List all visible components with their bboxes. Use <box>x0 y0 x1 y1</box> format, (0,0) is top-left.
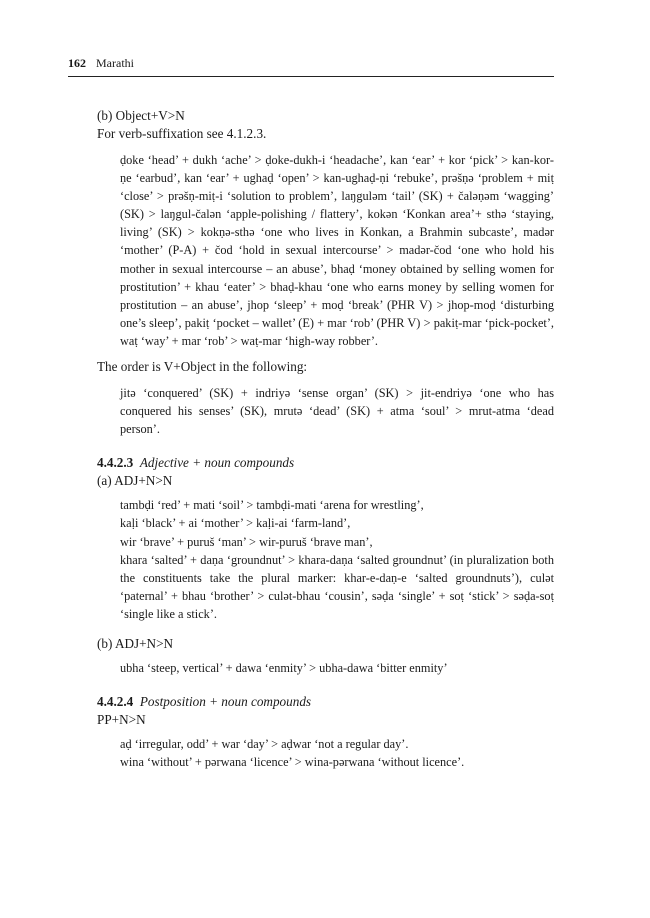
section-number: 4.4.2.3 <box>97 455 134 471</box>
example-line: wina ‘without’ + pərwana ‘licence’ > wina-pərwana ‘without licence’. <box>120 755 465 770</box>
page-number: 162 <box>68 56 86 70</box>
v-object-examples <box>120 384 554 438</box>
object-v-n-heading: (b) Object+V>N <box>97 108 185 123</box>
adj-noun-subheading-b: (b) ADJ+N>N <box>97 635 174 651</box>
example-line: khara ‘salted’ + daṇa ‘groundnut’ > khara-daṇa ‘salted groundnut’ (in pluralization both the constituents take the plural marker: khar-e-daṇ-e ‘salted groundnuts’), culət ‘paternal’ + bhau ‘brother’ > culət-bhau ‘cousin’, səḍa ‘single’ + soṭ ‘stick’ > səḍa-soṭ ‘single like a stick’. <box>120 552 554 621</box>
example-paragraph: jitə ‘conquered’ (SK) + indriyə ‘sense organ’ (SK) > jit-endriyə ‘one who has conquered his senses’ (SK), mrutə ‘dead’ (SK) + atma ‘soul’ > mrut-atma ‘dead person’. <box>120 386 554 437</box>
example-line: aḍ ‘irregular, odd’ + war ‘day’ > aḍwar ‘not a regular day’. <box>120 737 409 752</box>
object-v-n-examples <box>120 151 554 350</box>
example-line: tambḍi ‘red’ + mati ‘soil’ > tambḍi-mati ‘arena for wrestling’, <box>120 498 424 513</box>
running-title: Marathi <box>96 56 134 70</box>
example-line: kaḷi ‘black’ + ai ‘mother’ > kaḷi-ai ‘farm-land’, <box>120 516 351 531</box>
running-header <box>68 56 554 77</box>
section-heading-4-4-2-3 <box>97 454 554 472</box>
adj-noun-examples-a <box>120 496 554 623</box>
verb-suffixation-note: For verb-suffixation see 4.1.2.3. <box>97 126 267 141</box>
v-object-intro: The order is V+Object in the following: <box>97 359 308 375</box>
section-number: 4.4.2.4 <box>97 694 134 710</box>
example-paragraph: ḍoke ‘head’ + dukh ‘ache’ > ḍoke-dukh-i ‘headache’, kan ‘ear’ + kor ‘pick’ > kan-kor-ṇe ‘earbud’, kan ‘ear’ + ughaḍ ‘open’ > kan-ughaḍ-ṇi ‘rebuke’, prəšṇə ‘problem + miṭ ‘close’ > prəšṇ-miṭ-i ‘solution to problem’, laŋguləm ‘tail’ (SK) + čaləṇəm ‘wagging’ (SK) > laŋgul-čalən ‘apple-polishing / flattery’, kokən ‘Konkan area’+ sthə ‘staying, living’ (SK) > kokṇə-sthə ‘one who lives in Konkan, a Brahmin subcaste’, madər ‘mother’ (P-A) + čod ‘hold in sexual intercourse’ > madər-čod ‘one who hold his mother in sexual intercourse – an abuse’, bhaḍ ‘money obtained by selling women for prostitution’ + khau ‘eater’ > bhaḍ-khau ‘one who earns money by selling women for prostitution – an abuse’, jhop ‘sleep’ + moḍ ‘break’ (PHR V) > jhop-moḍ ‘disturbing one’s sleep’, pakiṭ ‘pocket – wallet’ (E) + mar ‘rob’ (PHR V) > pakiṭ-mar ‘pick-pocket’, waṭ ‘way’ + mar ‘rob’ > waṭ-mar ‘high-way robber’. <box>120 153 554 348</box>
adj-noun-examples-b <box>120 659 554 677</box>
adj-noun-subheading-a: (a) ADJ+N>N <box>97 473 173 489</box>
example-line: ubha ‘steep, vertical’ + dawa ‘enmity’ > ubha-dawa ‘bitter enmity’ <box>120 660 448 675</box>
pp-noun-examples <box>120 735 554 771</box>
page-body <box>97 107 554 771</box>
example-line: wir ‘brave’ + puruš ‘man’ > wir-puruš ‘brave man’, <box>120 534 373 549</box>
section-heading-4-4-2-4 <box>97 693 554 711</box>
pp-noun-subheading: PP+N>N <box>97 712 146 728</box>
section-title: Adjective + noun compounds <box>139 455 295 471</box>
section-title: Postposition + noun compounds <box>139 694 312 710</box>
